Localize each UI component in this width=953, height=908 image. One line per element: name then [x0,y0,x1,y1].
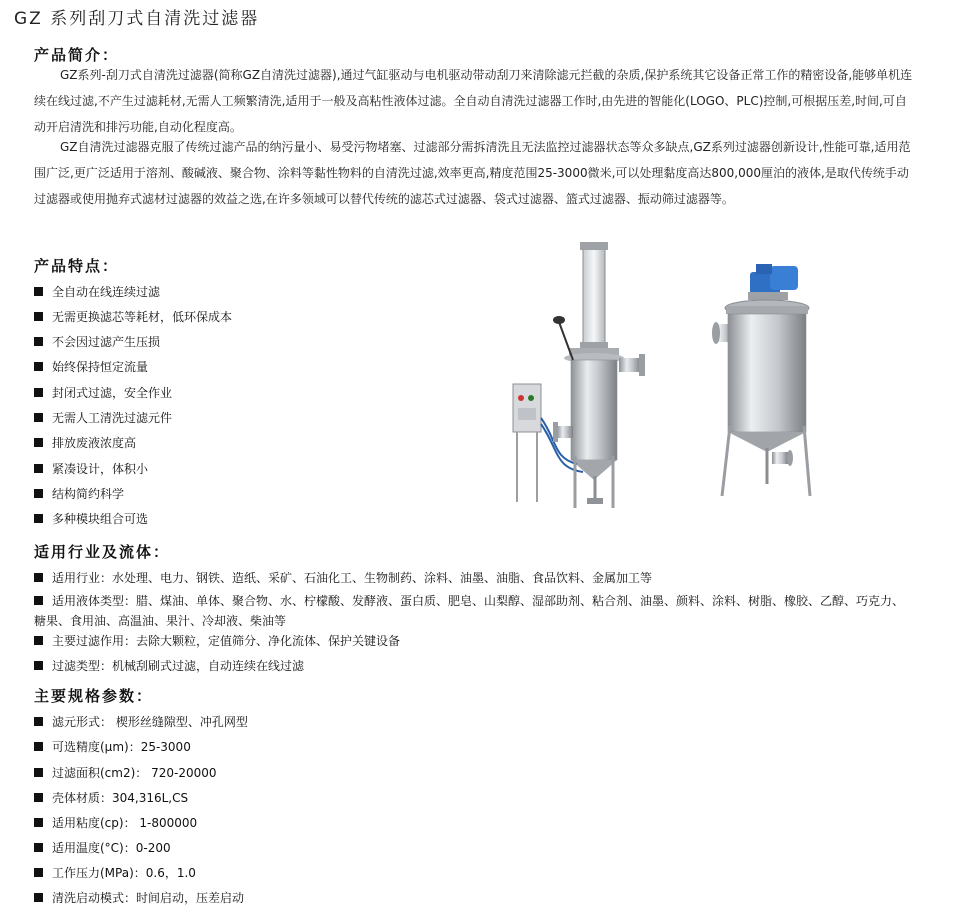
bullet-square-icon [34,843,43,852]
bullet-square-icon [34,768,43,777]
bullet-square-icon [34,362,43,371]
bullet-square-icon [34,287,43,296]
feature-item: 全自动在线连续过滤 [34,283,160,300]
bullet-square-icon [34,573,43,582]
bullet-square-icon [34,818,43,827]
bullet-square-icon [34,661,43,670]
industry-item: 适用行业：水处理、电力、钢铁、造纸、采矿、石油化工、生物制药、涂料、油墨、油脂、食品饮料、金属加工等 [34,569,652,586]
bullet-square-icon [34,742,43,751]
spec-item: 适用温度(°C)：0-200 [34,839,171,856]
bullet-square-icon [34,868,43,877]
industry-item: 适用液体类型：腊、煤油、单体、聚合物、水、柠檬酸、发酵液、蛋白质、肥皂、山梨醇、湿部助剂、粘合剂、油墨、颜料、涂料、树脂、橡胶、乙醇、巧克力、糖果、食用油、高温油、果汁、冷却液、柴油等 [34,594,905,628]
intro-heading: 产品简介： [34,46,120,64]
product-image-cylinder-filter [495,240,665,515]
spec-item: 壳体材质：304,316L,CS [34,789,188,806]
spec-item: 滤元形式： 楔形丝缝隙型、冲孔网型 [34,713,248,730]
bullet-square-icon [34,464,43,473]
feature-item: 始终保持恒定流量 [34,358,148,375]
feature-item: 排放废液浓度高 [34,434,136,451]
feature-item: 不会因过滤产生压损 [34,333,160,350]
bullet-square-icon [34,793,43,802]
feature-item: 无需更换滤芯等耗材，低环保成本 [34,308,232,325]
bullet-square-icon [34,312,43,321]
spec-item: 适用粘度(cp)： 1-800000 [34,814,197,831]
bullet-square-icon [34,489,43,498]
bullet-square-icon [34,596,43,605]
bullet-square-icon [34,438,43,447]
spec-item: 工作压力(MPa)：0.6，1.0 [34,864,196,881]
intro-paragraph-2: GZ自清洗过滤器克服了传统过滤产品的纳污量小、易受污物堵塞、过滤部分需拆清洗且无法监控过滤器状态等众多缺点,GZ系列过滤器创新设计,性能可靠,适用范围广泛,更广泛适用于溶剂、酸碱液、聚合物、涂料等黏性物料的自清洗过滤,效率更高,精度范围25-3000微米,可以处理黏度高达800,000厘泊的液体,是取代传统手动过滤器或使用抛弃式滤材过滤器的效益之选,在许多领域可以替代传统的滤芯式过滤器、袋式过滤器、篮式过滤器、振动筛过滤器等。 [34,140,911,206]
feature-item: 多种模块组合可选 [34,510,148,527]
bullet-square-icon [34,337,43,346]
bullet-square-icon [34,413,43,422]
spec-item: 清洗启动模式：时间启动，压差启动 [34,889,244,906]
bullet-square-icon [34,636,43,645]
spec-item: 过滤面积(cm2)： 720-20000 [34,764,217,781]
feature-item: 紧凑设计，体积小 [34,460,148,477]
industry-heading: 适用行业及流体： [34,543,171,561]
features-heading: 产品特点： [34,257,120,275]
bullet-square-icon [34,893,43,902]
industry-item: 过滤类型：机械刮刷式过滤，自动连续在线过滤 [34,657,304,674]
bullet-square-icon [34,514,43,523]
product-image-motor-filter [712,262,817,500]
feature-item: 结构简约科学 [34,485,124,502]
feature-item: 封闭式过滤，安全作业 [34,384,172,401]
specs-heading: 主要规格参数： [34,687,154,705]
industry-item: 主要过滤作用：去除大颗粒，定值筛分、净化流体、保护关键设备 [34,632,400,649]
bullet-square-icon [34,388,43,397]
bullet-square-icon [34,717,43,726]
page-title: GZ 系列刮刀式自清洗过滤器 [14,9,260,29]
intro-paragraph-1: GZ系列-刮刀式自清洗过滤器(简称GZ自清洗过滤器),通过气缸驱动与电机驱动带动刮刀来清除滤元拦截的杂质,保护系统其它设备正常工作的精密设备,能够单机连续在线过滤,不产生过滤耗材,无需人工频繁清洗,适用于一般及高粘性液体过滤。全自动自清洗过滤器工作时,由先进的智能化(LOGO、PLC)控制,可根据压差,时间,可自动开启清洗和排污功能,自动化程度高。 [34,68,913,134]
spec-item: 可选精度(μm)：25-3000 [34,738,191,755]
feature-item: 无需人工清洗过滤元件 [34,409,172,426]
